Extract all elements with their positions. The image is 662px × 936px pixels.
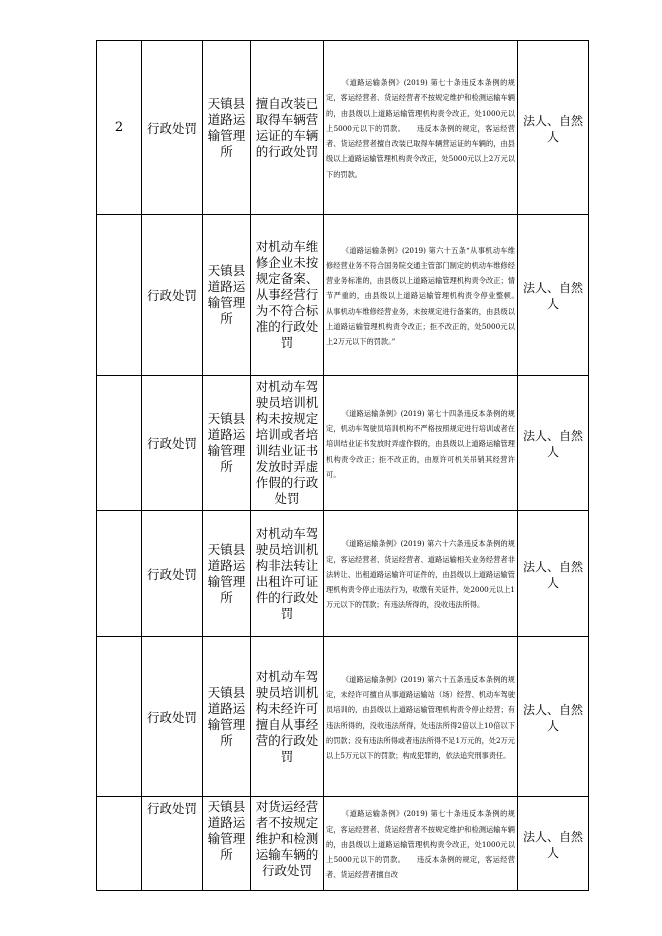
object-cell: 法人、自然人 <box>518 797 589 891</box>
item-name-cell: 对货运经营者不按规定维护和检测运输车辆的行政处罚 <box>251 797 324 891</box>
table-row <box>97 41 589 215</box>
row-number <box>97 215 142 376</box>
category-cell: 行政处罚 <box>142 511 203 637</box>
department-cell: 天镇县道路运输管理所 <box>203 41 251 215</box>
table-row <box>97 215 589 376</box>
row-number: 2 <box>97 41 142 215</box>
item-name-cell: 对机动车驾驶员培训机构未按规定培训或者培训结业证书发放时弄虚作假的行政处罚 <box>251 376 324 511</box>
object-cell: 法人、自然人 <box>518 215 589 376</box>
table-row <box>97 637 589 797</box>
legal-basis-cell: 《道路运输条例》(2019) 第六十六条违反本条例的规定，客运经营者、货运经营者、道路运输相关业务经营者非法转让、出租道路运输许可证件的，由县级以上道路运输管理机构责令停止违法行为，收缴有关证件，处2000元以上1万元以下的罚款；有违法所得的，没收违法所得。 <box>324 511 518 637</box>
department-cell: 天镇县道路运输管理所 <box>203 511 251 637</box>
penalty-table <box>96 40 589 891</box>
department-cell: 天镇县道路运输管理所 <box>203 637 251 797</box>
row-number <box>97 637 142 797</box>
category-cell: 行政处罚 <box>142 376 203 511</box>
object-cell: 法人、自然人 <box>518 511 589 637</box>
object-cell: 法人、自然人 <box>518 376 589 511</box>
table-row <box>97 376 589 511</box>
category-cell: 行政处罚 <box>142 637 203 797</box>
category-cell: 行政处罚 <box>142 41 203 215</box>
table-row <box>97 511 589 637</box>
legal-basis-cell: 《道路运输条例》(2019) 第六十五条“从事机动车维修经营业务不符合国务院交通主管部门制定的机动车维修经营业务标准的，由县级以上道路运输管理机构责令改正；情节严重的，由县级以上道路运输管理机构责令停业整顿。 从事机动车维修经营业务，未按规定进行备案的，由县级以上道路运输管理机构责令改正；拒不改正的，处5000元以上2万元以下的罚款。” <box>324 215 518 376</box>
legal-basis-cell: 《道路运输条例》(2019) 第七十四条违反本条例的规定，机动车驾驶员培训机构不严格按照规定进行培训或者在培训结业证书发放时弄虚作假的，由县级以上道路运输管理机构责令改正；拒不改正的，由原许可机关吊销其经营许可。 <box>324 376 518 511</box>
object-cell: 法人、自然人 <box>518 637 589 797</box>
legal-basis-cell: 《道路运输条例》(2019) 第七十条违反本条例的规定，客运经营者、货运经营者不按规定维护和检测运输车辆的，由县级以上道路运输管理机构责令改正，处1000元以上5000元以下的罚款。 违反本条例的规定，客运经营者、货运经营者擅自改 <box>324 797 518 891</box>
department-cell: 天镇县道路运输管理所 <box>203 215 251 376</box>
item-name-cell: 对机动车驾驶员培训机构非法转让出租许可证件的行政处罚 <box>251 511 324 637</box>
row-number <box>97 376 142 511</box>
department-cell: 天镇县道路运输管理所 <box>203 797 251 891</box>
table-row <box>97 797 589 891</box>
department-cell: 天镇县道路运输管理所 <box>203 376 251 511</box>
category-cell: 行政处罚 <box>142 215 203 376</box>
legal-basis-cell: 《道路运输条例》(2019) 第六十五条违反本条例的规定，未经许可擅自从事道路运输站（场）经营、机动车驾驶员培训的，由县级以上道路运输管理机构责令停止经营；有违法所得的，没收违法所得，处违法所得2倍以上10倍以下的罚款；没有违法所得或者违法所得不足1万元的，处2万元以上5万元以下的罚款；构成犯罪的，依法追究刑事责任。 <box>324 637 518 797</box>
row-number <box>97 797 142 891</box>
item-name-cell: 对机动车维修企业未按规定备案、从事经营行为不符合标准的行政处罚 <box>251 215 324 376</box>
object-cell: 法人、自然人 <box>518 41 589 215</box>
row-number <box>97 511 142 637</box>
category-cell: 行政处罚 <box>142 797 203 891</box>
item-name-cell: 对机动车驾驶员培训机构未经许可擅自从事经营的行政处罚 <box>251 637 324 797</box>
legal-basis-cell: 《道路运输条例》(2019) 第七十条违反本条例的规定，客运经营者、货运经营者不按规定维护和检测运输车辆的，由县级以上道路运输管理机构责令改正，处1000元以上5000元以下的罚款。 违反本条例的规定，客运经营者、货运经营者擅自改装已取得车辆营运证的车辆的，由县级以上道路运输管理机构责令改正，处5000元以上2万元以下的罚款。 <box>324 41 518 215</box>
item-name-cell: 擅自改装已取得车辆营运证的车辆的行政处罚 <box>251 41 324 215</box>
